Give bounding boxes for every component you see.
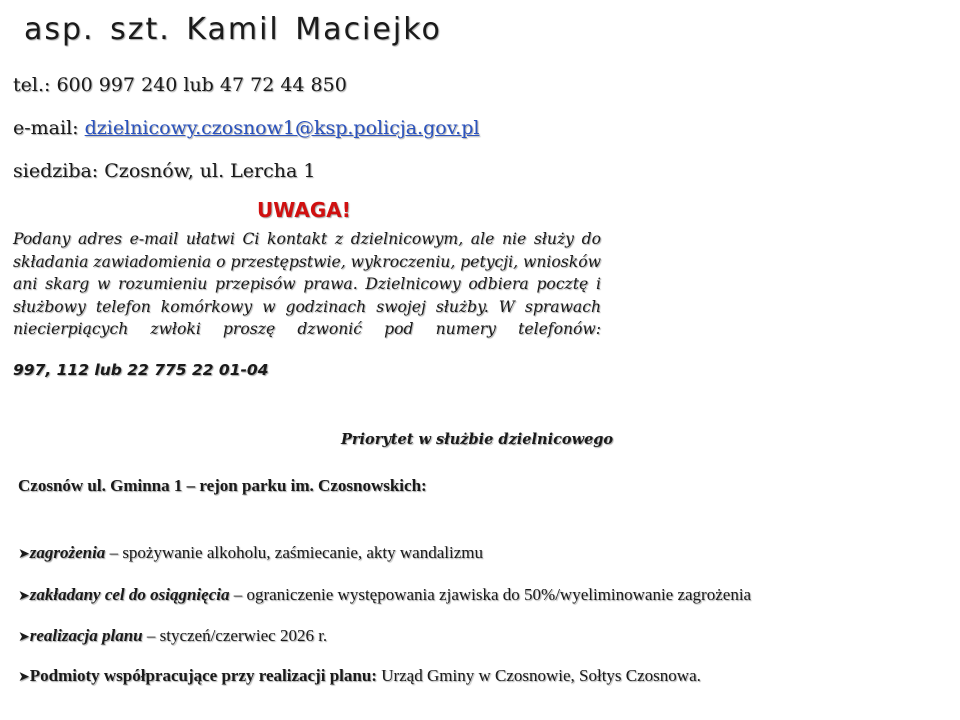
bullet-text: – spożywanie alkoholu, zaśmiecanie, akty wandalizmu [105, 543, 483, 562]
bullet-text: Urząd Gminy w Czosnowie, Sołtys Czosnowa. [376, 666, 701, 685]
warning-text: Podany adres e-mail ułatwi Ci kontakt z dzielnicowym, ale nie służy do składania zawiadomienia o przestępstwie, wykroczeniu, petycji, wniosków ani skarg w rozumieniu przepisów prawa. Dzielnicowy odbiera pocztę i służbowy telefon komórkowy w godzinach swojej służby. W sprawach niecierpiących zwłoki proszę dzwonić pod numery telefonów: [13, 230, 601, 339]
bullet-text: – ograniczenie występowania zjawiska do 50%/wyeliminowanie zagrożenia [229, 585, 752, 604]
priority-title: Priorytet w służbie dzielnicowego [341, 431, 614, 448]
seat-label: siedziba: [13, 160, 99, 182]
seat-value: Czosnów, ul. Lercha 1 [104, 160, 316, 182]
phone-value: 600 997 240 lub 47 72 44 850 [56, 74, 347, 96]
bullet-partners [18, 666, 701, 686]
bullet-label: zakładany cel do osiągnięcia [29, 585, 230, 604]
emergency-phones: 997, 112 lub 22 775 22 01-04 [13, 361, 269, 379]
seat-line [13, 160, 315, 182]
bullet-label: Podmioty współpracujące przy realizacji planu: [29, 666, 377, 685]
email-line [13, 117, 479, 139]
email-separator: : [72, 117, 79, 139]
arrowhead-bullet-icon: ➤ [18, 629, 30, 645]
arrowhead-bullet-icon: ➤ [18, 669, 30, 685]
bullet-goal [18, 585, 751, 605]
arrowhead-bullet-icon: ➤ [18, 546, 30, 562]
email-link[interactable]: dzielnicowy.czosnow1@ksp.policja.gov.pl [84, 117, 480, 139]
bullet-schedule [18, 626, 327, 646]
phone-line [13, 74, 347, 96]
bullet-text: – styczeń/czerwiec 2026 r. [142, 626, 328, 645]
bullet-threats [18, 543, 483, 563]
bullet-label: zagrożenia [29, 543, 106, 562]
priority-region: Czosnów ul. Gminna 1 – rejon parku im. Czosnowskich: [18, 476, 427, 495]
phone-label: tel.: [13, 74, 51, 96]
email-label: e-mail [13, 117, 73, 139]
arrowhead-bullet-icon: ➤ [18, 588, 30, 604]
officer-name: asp. szt. Kamil Maciejko [24, 12, 442, 47]
warning-title: UWAGA! [257, 198, 351, 222]
bullet-label: realizacja planu [29, 626, 143, 645]
